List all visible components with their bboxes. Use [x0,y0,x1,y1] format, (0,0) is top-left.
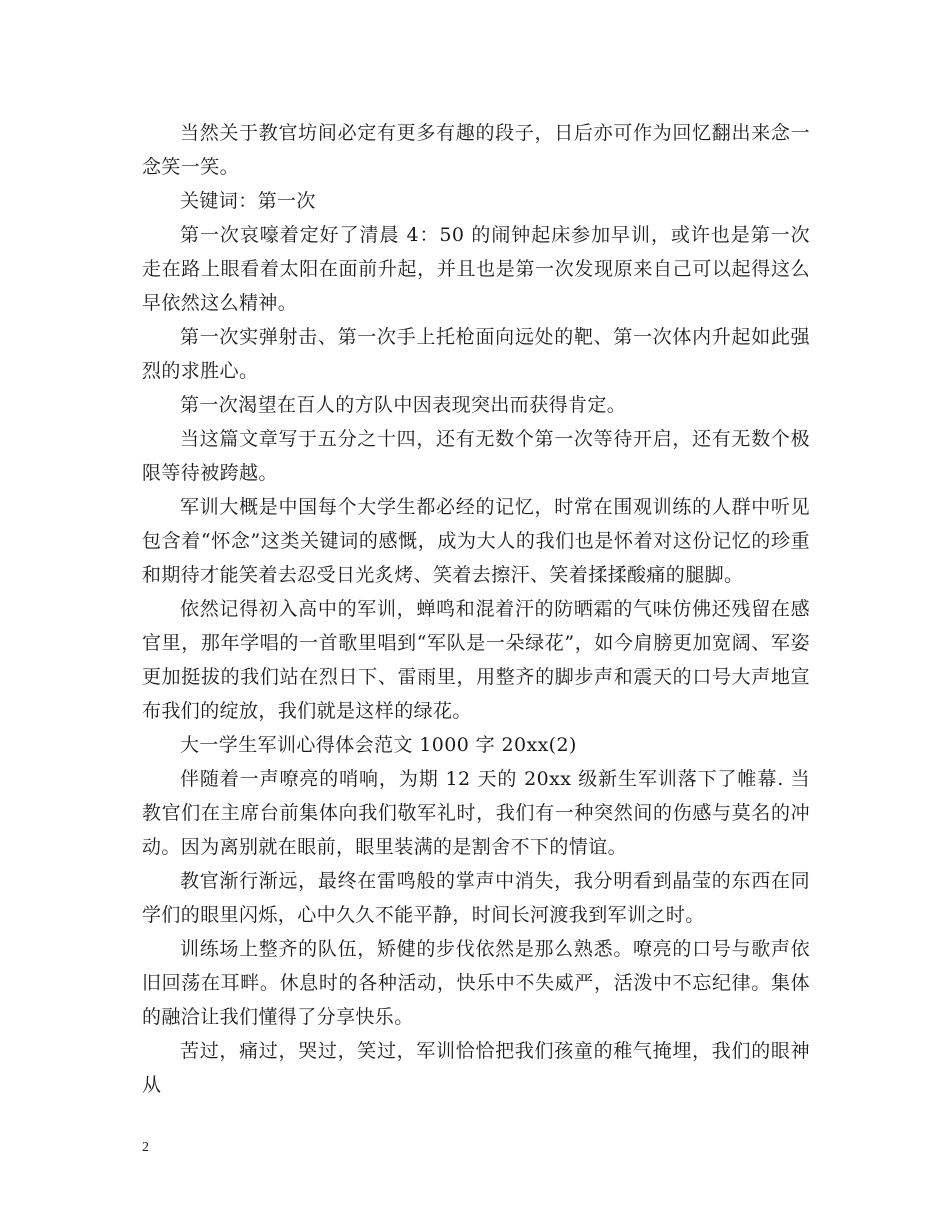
paragraph-1: 当然关于教官坊间必定有更多有趣的段子，日后亦可作为回忆翻出来念一念笑一笑。 [142,122,810,178]
paragraph-keyword-heading: 关键词：第一次 [180,190,316,212]
paragraph-13: 苦过，痛过，哭过，笑过，军训恰恰把我们孩童的稚气掩埋，我们的眼神从 [142,1040,810,1096]
paragraph-7: 军训大概是中国每个大学生都必经的记忆，时常在围观训练的人群中听见包含着“怀念”这类关键词的感慨，成为大人的我们也是怀着对这份记忆的珍重和期待才能笑着去忍受日光炙烤、笑着去擦汗、笑着揉揉酸痛的腿脚。 [142,496,810,586]
page-number: 2 [142,1140,149,1155]
paragraph-12: 训练场上整齐的队伍，矫健的步伐依然是那么熟悉。嘹亮的口号与歌声依旧回荡在耳畔。休息时的各种活动，快乐中不失威严，活泼中不忘纪律。集体的融洽让我们懂得了分享快乐。 [142,938,810,1028]
paragraph-8: 依然记得初入高中的军训，蝉鸣和混着汗的防晒霜的气味仿佛还残留在感官里，那年学唱的一首歌里唱到“军队是一朵绿花”，如今肩膀更加宽阔、军姿更加挺拔的我们站在烈日下、雷雨里，用整齐的脚步声和震天的口号大声地宣布我们的绽放，我们就是这样的绿花。 [142,598,810,722]
paragraph-11: 教官渐行渐远，最终在雷鸣般的掌声中消失，我分明看到晶莹的东西在同学们的眼里闪烁，心中久久不能平静，时间长河渡我到军训之时。 [142,870,810,926]
section-heading: 大一学生军训心得体会范文 1000 字 20xx(2) [180,734,577,756]
paragraph-4: 第一次实弹射击、第一次手上托枪面向远处的靶、第一次体内升起如此强烈的求胜心。 [142,326,810,382]
paragraph-10: 伴随着一声嘹亮的哨响，为期 12 天的 20xx 级新生军训落下了帷幕. 当教官们在主席台前集体向我们敬军礼时，我们有一种突然间的伤感与莫名的冲动。因为离别就在眼前，眼里装满的是割舍不下的情谊。 [142,768,810,858]
paragraph-5: 第一次渴望在百人的方队中因表现突出而获得肯定。 [180,394,627,416]
document-body [142,116,810,1102]
paragraph-3: 第一次哀嚎着定好了清晨 4：50 的闹钟起床参加早训，或许也是第一次走在路上眼看着太阳在面前升起，并且也是第一次发现原来自己可以起得这么早依然这么精神。 [142,224,810,314]
paragraph-6: 当这篇文章写于五分之十四，还有无数个第一次等待开启，还有无数个极限等待被跨越。 [142,428,810,484]
